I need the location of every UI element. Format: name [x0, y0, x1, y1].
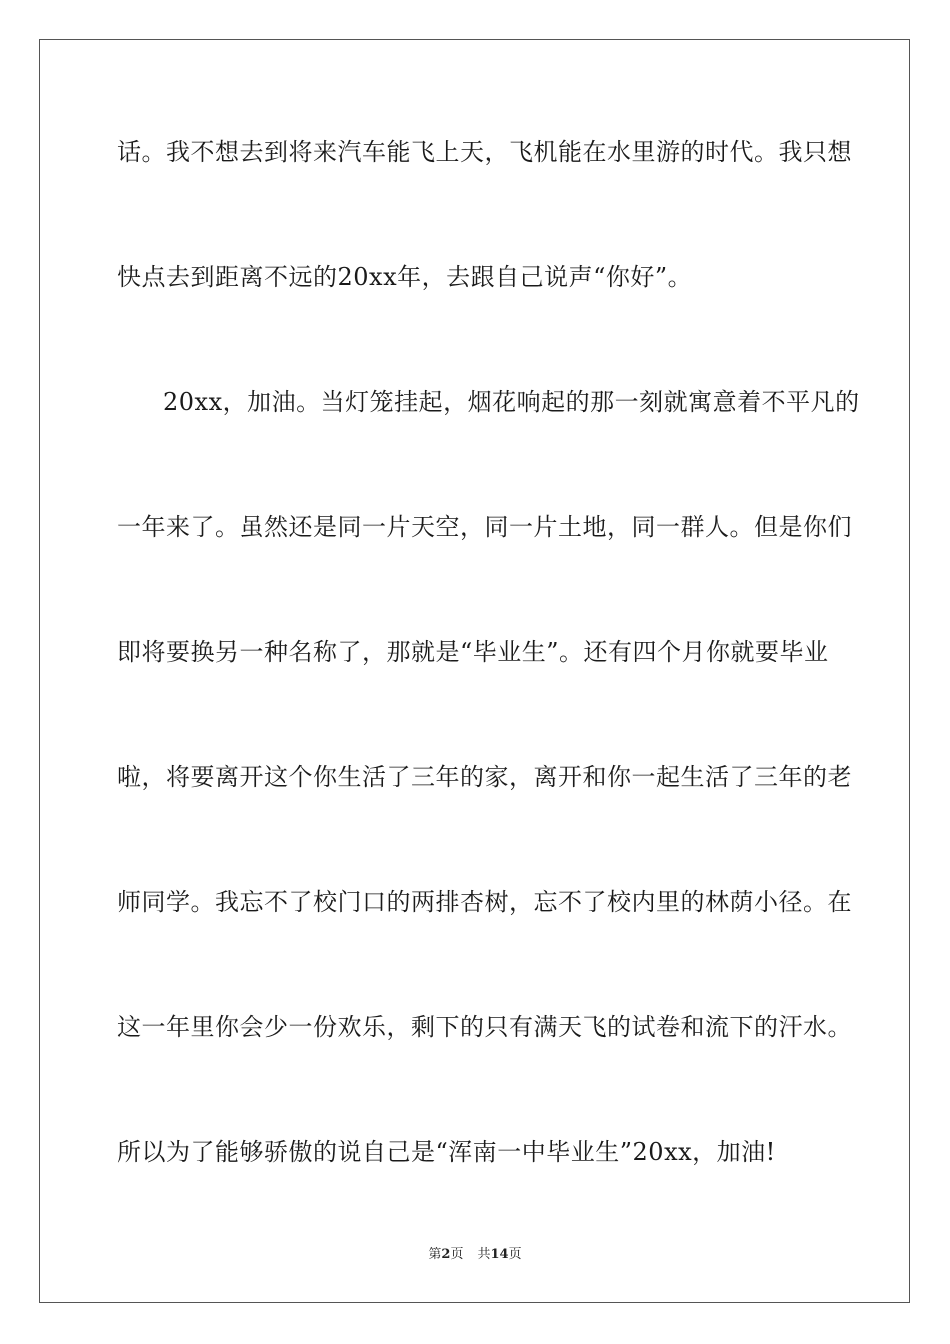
paragraph-line: 所以为了能够骄傲的说自己是“浑南一中毕业生”20xx，加油! [117, 1138, 776, 1166]
paragraph-line: 20xx，加油。当灯笼挂起，烟花响起的那一刻就寓意着不平凡的 [163, 388, 860, 416]
total-pages: 14 [490, 1247, 509, 1262]
page-footer [0, 1247, 950, 1263]
page-prefix: 第 [428, 1247, 442, 1262]
page-suffix: 页 [450, 1247, 464, 1262]
page-number: 2 [441, 1247, 451, 1262]
total-prefix: 共 [477, 1247, 491, 1262]
paragraph-line: 一年来了。虽然还是同一片天空，同一片土地，同一群人。但是你们 [117, 513, 852, 541]
paragraph-line: 快点去到距离不远的20xx年，去跟自己说声“你好”。 [117, 263, 693, 291]
paragraph-line: 这一年里你会少一份欢乐，剩下的只有满天飞的试卷和流下的汗水。 [117, 1013, 852, 1041]
total-suffix: 页 [508, 1247, 522, 1262]
paragraph-line: 即将要换另一种名称了，那就是“毕业生”。还有四个月你就要毕业 [117, 638, 829, 666]
page-frame [39, 39, 910, 1303]
paragraph-line: 师同学。我忘不了校门口的两排杏树，忘不了校内里的林荫小径。在 [117, 888, 852, 916]
paragraph-line: 话。我不想去到将来汽车能飞上天，飞机能在水里游的时代。我只想 [117, 138, 852, 166]
paragraph-line: 啦，将要离开这个你生活了三年的家，离开和你一起生活了三年的老 [117, 763, 852, 791]
